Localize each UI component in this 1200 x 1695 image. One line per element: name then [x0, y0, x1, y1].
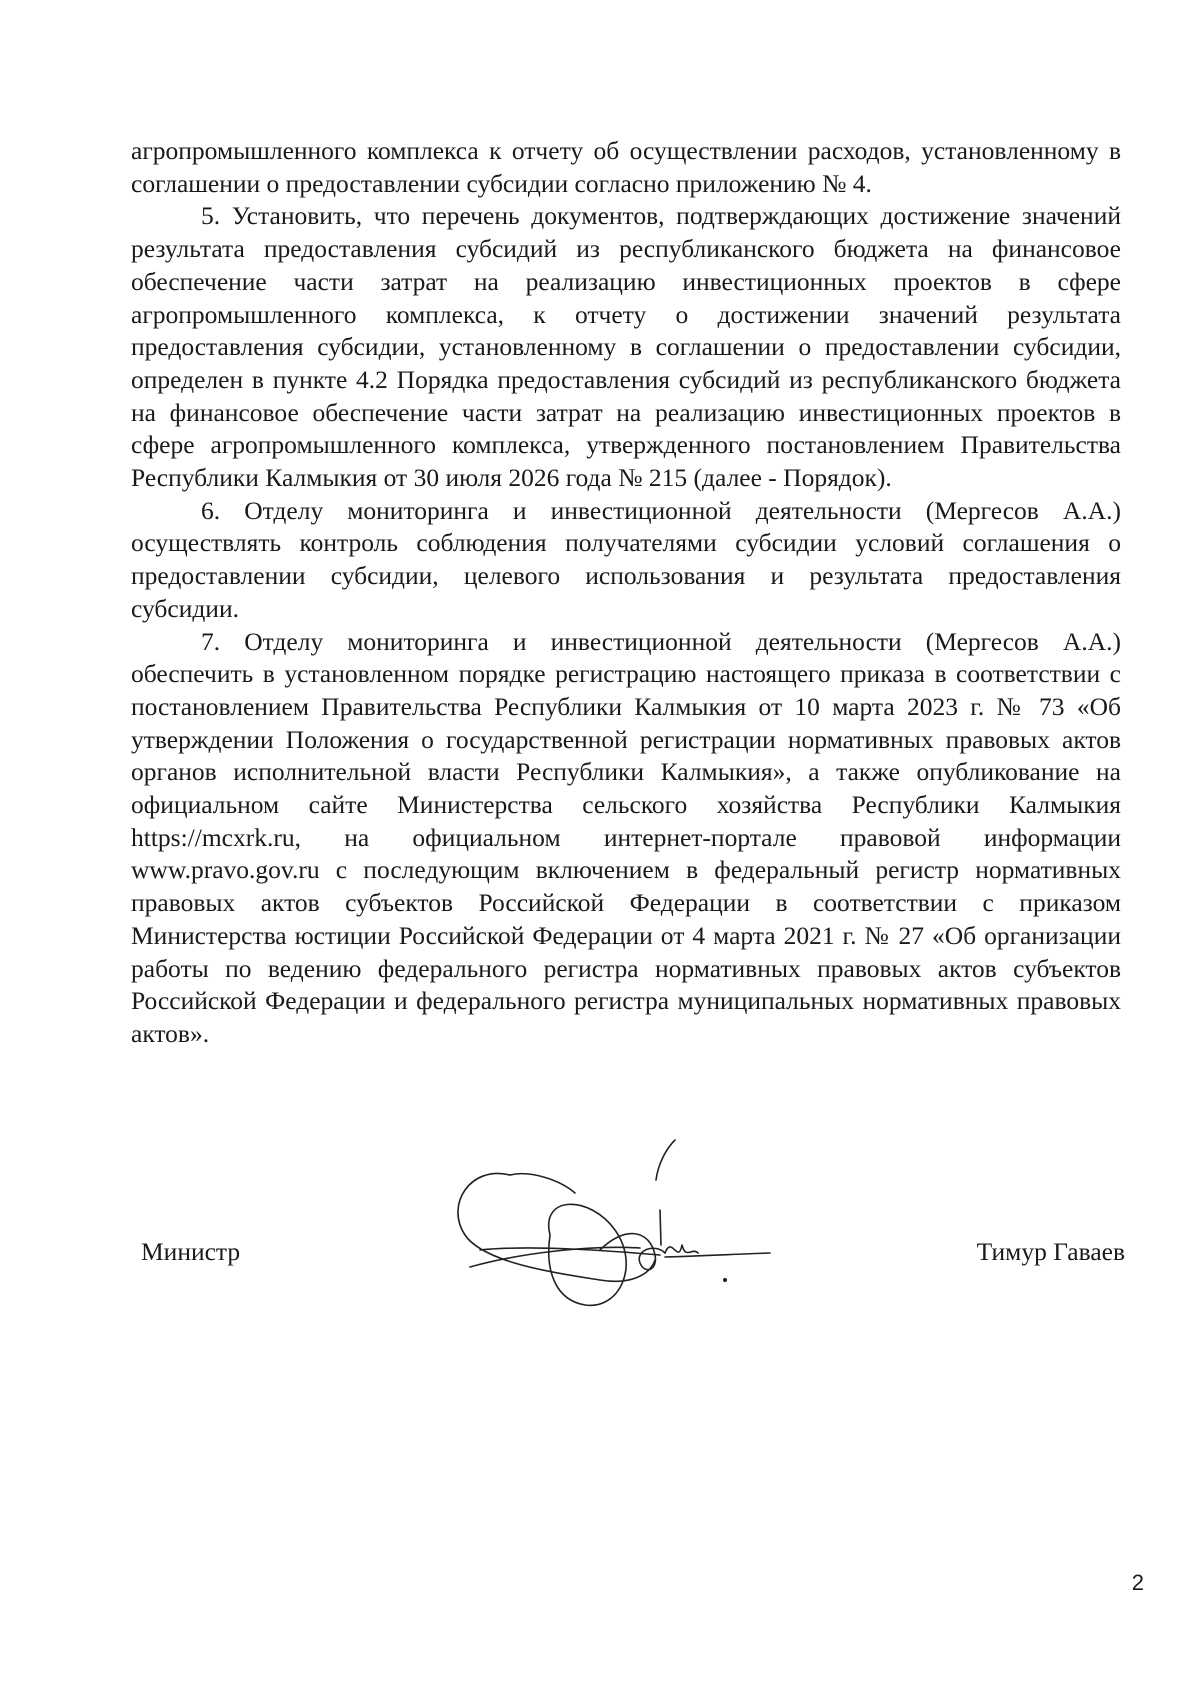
signer-name: Тимур Гаваев	[976, 1237, 1125, 1266]
page-number: 2	[1131, 1570, 1144, 1595]
paragraph-item-7: 7. Отделу мониторинга и инвестиционной деятельности (Мергесов А.А.) обеспечить в установленном порядке регистрацию настоящего приказа в соответствии с постановлением Правительства Республики Калмыкия от 10 марта 2023 г. № 73 «Об утверждении Положения о государственной регистрации нормативных правовых актов органов исполнительной власти Республики Калмыкия», а также опубликование на официальном сайте Министерства сельского хозяйства Республики Калмыкия https://mcxrk.ru, на официальном интернет-портале правовой информации www.pravo.gov.ru с последующим включением в федеральный регистр нормативных правовых актов субъектов Российской Федерации в соответствии с приказом Министерства юстиции Российской Федерации от 4 марта 2021 г. № 27 «Об организации работы по ведению федерального регистра нормативных правовых актов субъектов Российской Федерации и федерального регистра муниципальных нормативных правовых актов».	[131, 626, 1121, 1048]
paragraph-item-5: 5. Установить, что перечень документов, подтверждающих достижение значений результата предоставления субсидий из республиканского бюджета на финансовое обеспечение части затрат на реализацию инвестиционных проектов в сфере агропромышленного комплекса, к отчету о достижении значений результата предоставления субсидии, установленному в соглашении о предоставлении субсидии, определен в пункте 4.2 Порядка предоставления субсидий из республиканского бюджета на финансовое обеспечение части затрат на реализацию инвестиционных проектов в сфере агропромышленного комплекса, утвержденного постановлением Правительства Республики Калмыкия от 30 июля 2026 года № 215 (далее - Порядок).	[131, 201, 1121, 493]
signer-title: Министр	[141, 1237, 241, 1266]
paragraph-continuation: агропромышленного комплекса к отчету об осуществлении расходов, установленному в соглашении о предоставлении субсидии согласно приложению № 4.	[131, 136, 1121, 198]
paragraph-item-6: 6. Отделу мониторинга и инвестиционной деятельности (Мергесов А.А.) осуществлять контроль соблюдения получателями субсидии условий соглашения о предоставлении субсидии, целевого использования и результата предоставления субсидии.	[131, 495, 1121, 623]
document-body	[131, 135, 1121, 1051]
handwritten-signature-icon	[450, 1135, 790, 1345]
